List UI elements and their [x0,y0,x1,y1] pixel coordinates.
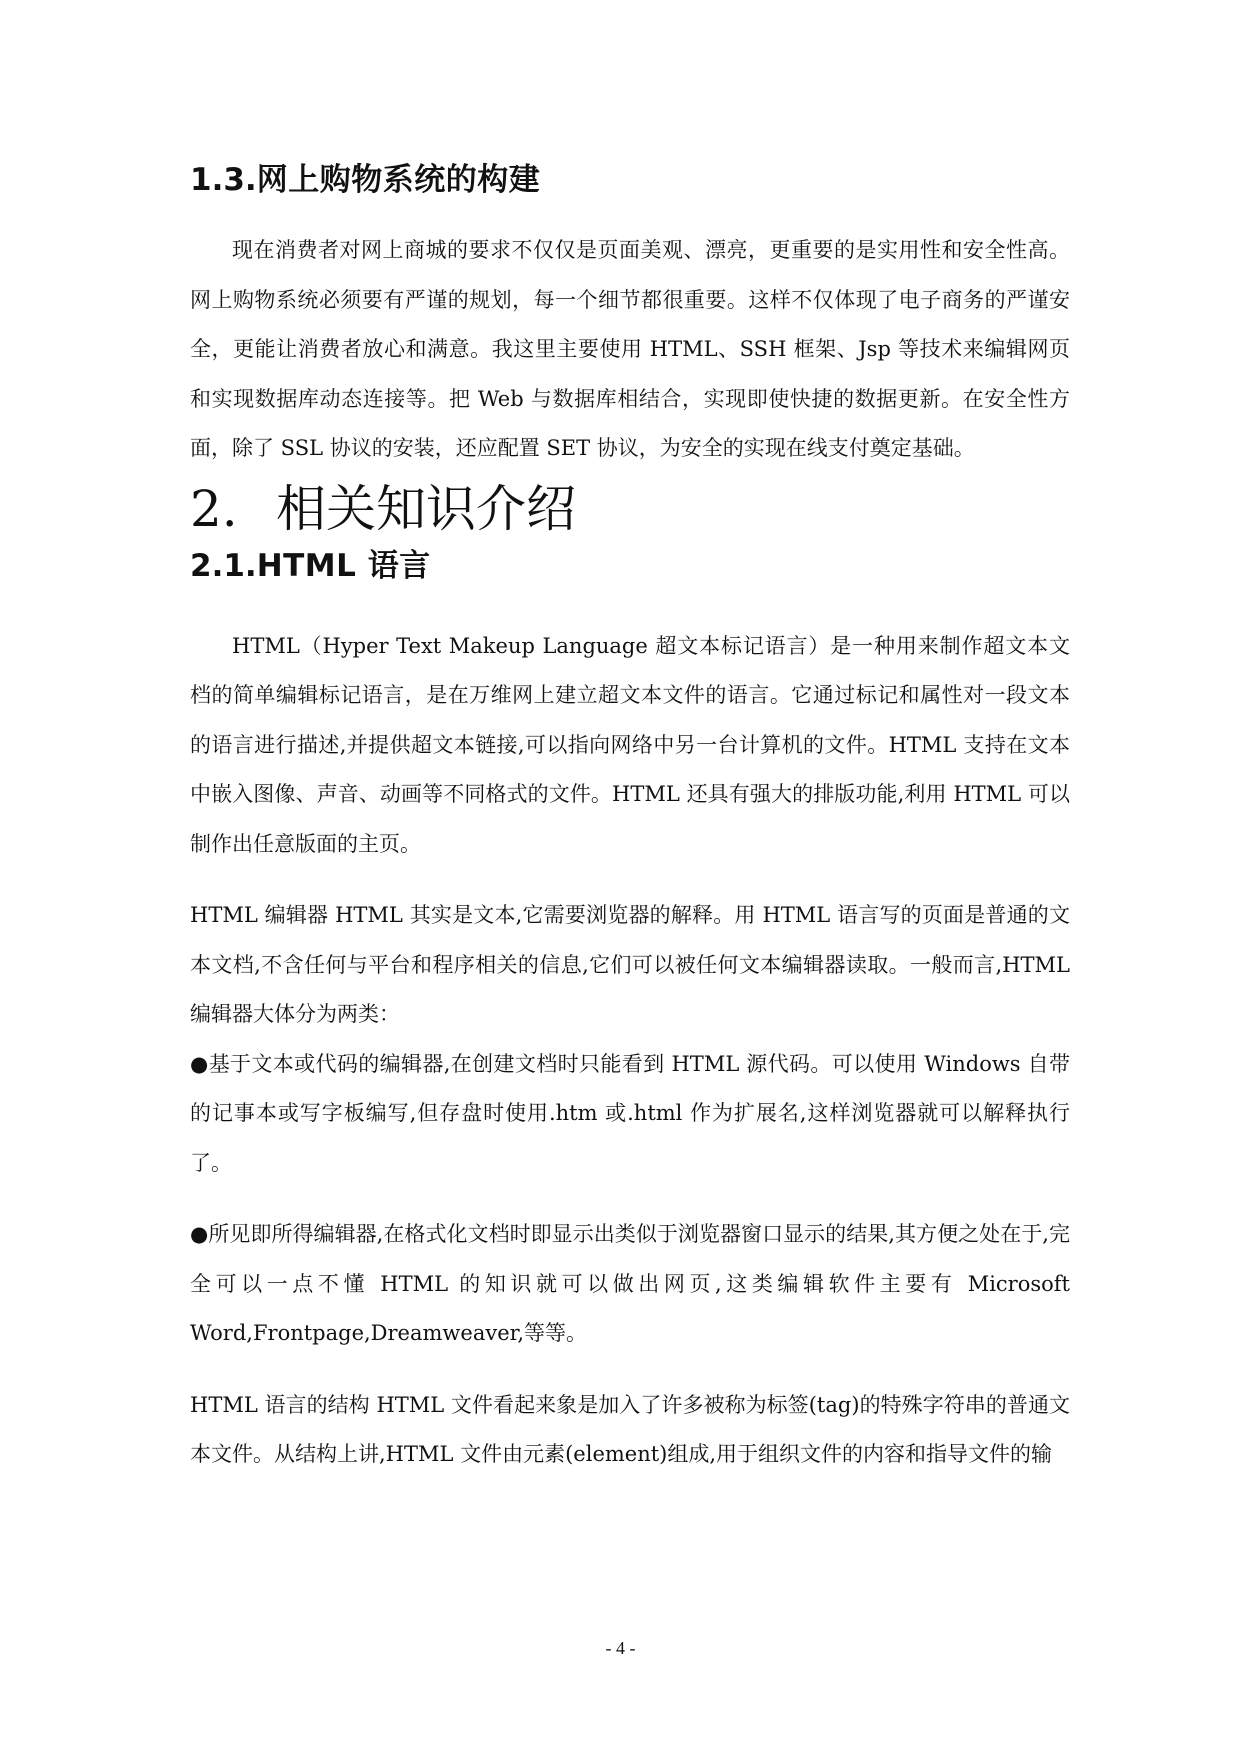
bullet-paragraph: ●所见即所得编辑器,在格式化文档时即显示出类似于浏览器窗口显示的结果,其方便之处在于,完全可以一点不懂 HTML 的知识就可以做出网页,这类编辑软件主要有 Microsoft Word,Frontpage,Dreamweaver,等等。 [190,1222,1070,1345]
paragraph: HTML 编辑器 HTML 其实是文本,它需要浏览器的解释。用 HTML 语言写的页面是普通的文本文档,不含任何与平台和程序相关的信息,它们可以被任何文本编辑器读取。一般而言,HTML 编辑器大体分为两类： [190,903,1070,1026]
section-title: 网上购物系统的构建 [256,162,541,198]
paragraph: 现在消费者对网上商城的要求不仅仅是页面美观、漂亮，更重要的是实用性和安全性高。网上购物系统必须要有严谨的规划，每一个细节都很重要。这样不仅体现了电子商务的严谨安全，更能让消费者放心和满意。我这里主要使用 HTML、SSH 框架、Jsp 等技术来编辑网页和实现数据库动态连接等。把 Web 与数据库相结合，实现即使快捷的数据更新。在安全性方面，除了 SSL 协议的安装，还应配置 SET 协议，为安全的实现在线支付奠定基础。 [190,238,1070,460]
page-content [190,158,1070,1480]
section-heading-2-1 [190,544,1070,588]
bullet-paragraph: ●基于文本或代码的编辑器,在创建文档时只能看到 HTML 源代码。可以使用 Windows 自带的记事本或写字板编写,但存盘时使用.htm 或.html 作为扩展名,这样浏览器就可以解释执行了。 [190,1051,1070,1175]
chapter-title: 相关知识介绍 [276,479,576,538]
section-number: 1.3. [190,162,257,198]
chapter-number: 2. [190,479,238,538]
paragraph: HTML（Hyper Text Makeup Language 超文本标记语言）是一种用来制作超文本文档的简单编辑标记语言，是在万维网上建立超文本文件的语言。它通过标记和属性对一段文本的语言进行描述,并提供超文本链接,可以指向网络中另一台计算机的文件。HTML 支持在文本中嵌入图像、声音、动画等不同格式的文件。HTML 还具有强大的排版功能,利用 HTML 可以制作出任意版面的主页。 [190,633,1070,856]
chapter-heading-2 [190,474,1070,544]
paragraph: HTML 语言的结构 HTML 文件看起来象是加入了许多被称为标签(tag)的特殊字符串的普通文本文件。从结构上讲,HTML 文件由元素(element)组成,用于组织文件的内容和指导文件的输 [190,1392,1070,1466]
section-number: 2.1. [190,547,257,584]
section-heading-1-3 [190,158,1070,202]
section-title: HTML 语言 [256,547,431,584]
page-number: - 4 - [605,1638,636,1658]
